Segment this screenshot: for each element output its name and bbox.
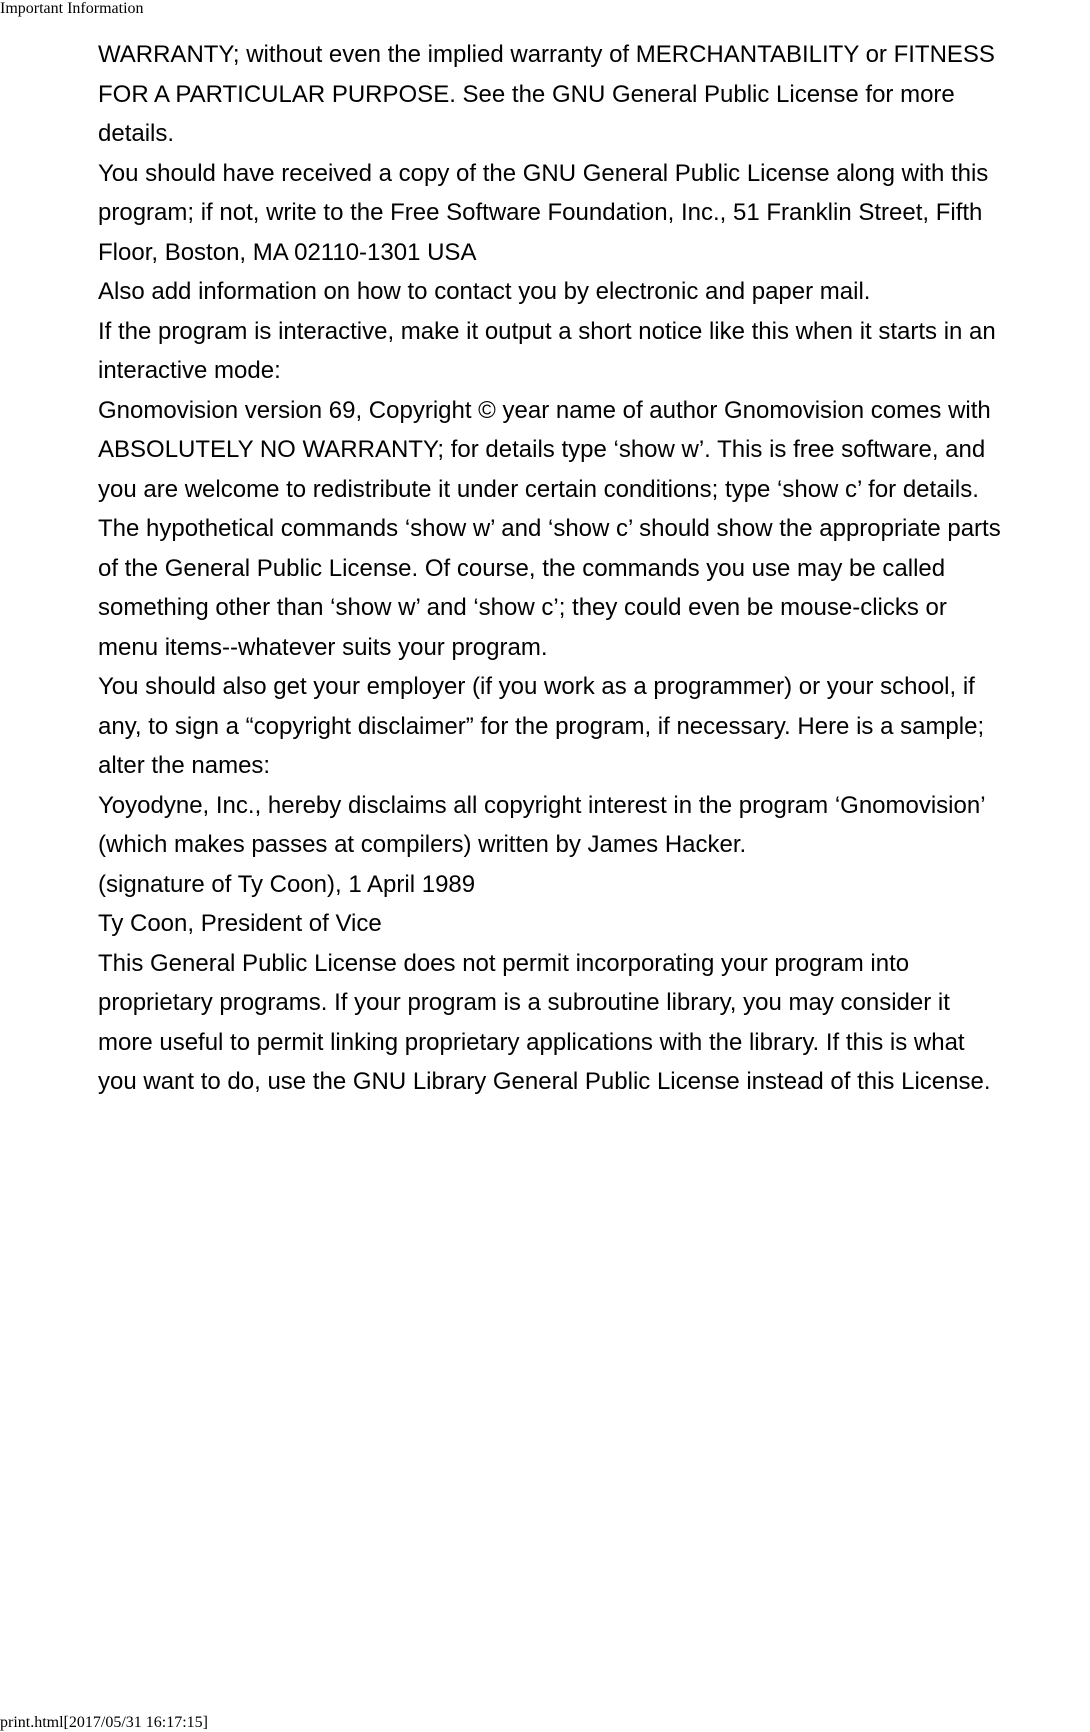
paragraph-signature: (signature of Ty Coon), 1 April 1989 — [98, 870, 476, 898]
document-body — [98, 35, 1090, 1102]
page-header-title: Important Information — [0, 0, 144, 17]
page-footer-source: print.html[2017/05/31 16:17:15] — [0, 1714, 208, 1731]
paragraph-gnomovision-notice: Gnomovision version 69, Copyright © year name of author Gnomovision comes with ABSOLUTELY NO WARRANTY; for details type ‘show w’. This is free software, and you are welcome to redistribute it under certain conditions; type ‘show c’ for details. — [98, 396, 991, 503]
paragraph-yoyodyne-sample: Yoyodyne, Inc., hereby disclaims all copyright interest in the program ‘Gnomovision’ (which makes passes at compilers) written by James Hacker. — [98, 791, 986, 858]
paragraph-interactive-notice: If the program is interactive, make it output a short notice like this when it starts in an interactive mode: — [98, 317, 996, 384]
paragraph-copy-of-license: You should have received a copy of the GNU General Public License along with this program; if not, write to the Free Software Foundation, Inc., 51 Franklin Street, Fifth Floor, Boston, MA 02110-1301 USA — [98, 159, 989, 266]
paragraph-signer-title: Ty Coon, President of Vice — [98, 910, 382, 937]
paragraph-proprietary-programs: This General Public License does not permit incorporating your program into proprietary programs. If your program is a subroutine library, you may consider it more useful to permit linking proprietary applications with the library. If this is what you want to do, use the GNU Library General Public License instead of this License. — [98, 949, 991, 1095]
paragraph-warranty: WARRANTY; without even the implied warranty of MERCHANTABILITY or FITNESS FOR A PARTICULAR PURPOSE. See the GNU General Public License for more details. — [98, 41, 995, 147]
paragraph-hypothetical-commands: The hypothetical commands ‘show w’ and ‘show c’ should show the appropriate parts of the General Public License. Of course, the commands you use may be called something other than ‘show w’ and ‘show c’; they could even be mouse-clicks or menu items--whatever suits your program. — [98, 515, 1001, 661]
paragraph-copyright-disclaimer: You should also get your employer (if you work as a programmer) or your school, if any, to sign a “copyright disclaimer” for the program, if necessary. Here is a sample; alter the names: — [98, 673, 985, 779]
paragraph-contact-info: Also add information on how to contact you by electronic and paper mail. — [98, 278, 871, 305]
